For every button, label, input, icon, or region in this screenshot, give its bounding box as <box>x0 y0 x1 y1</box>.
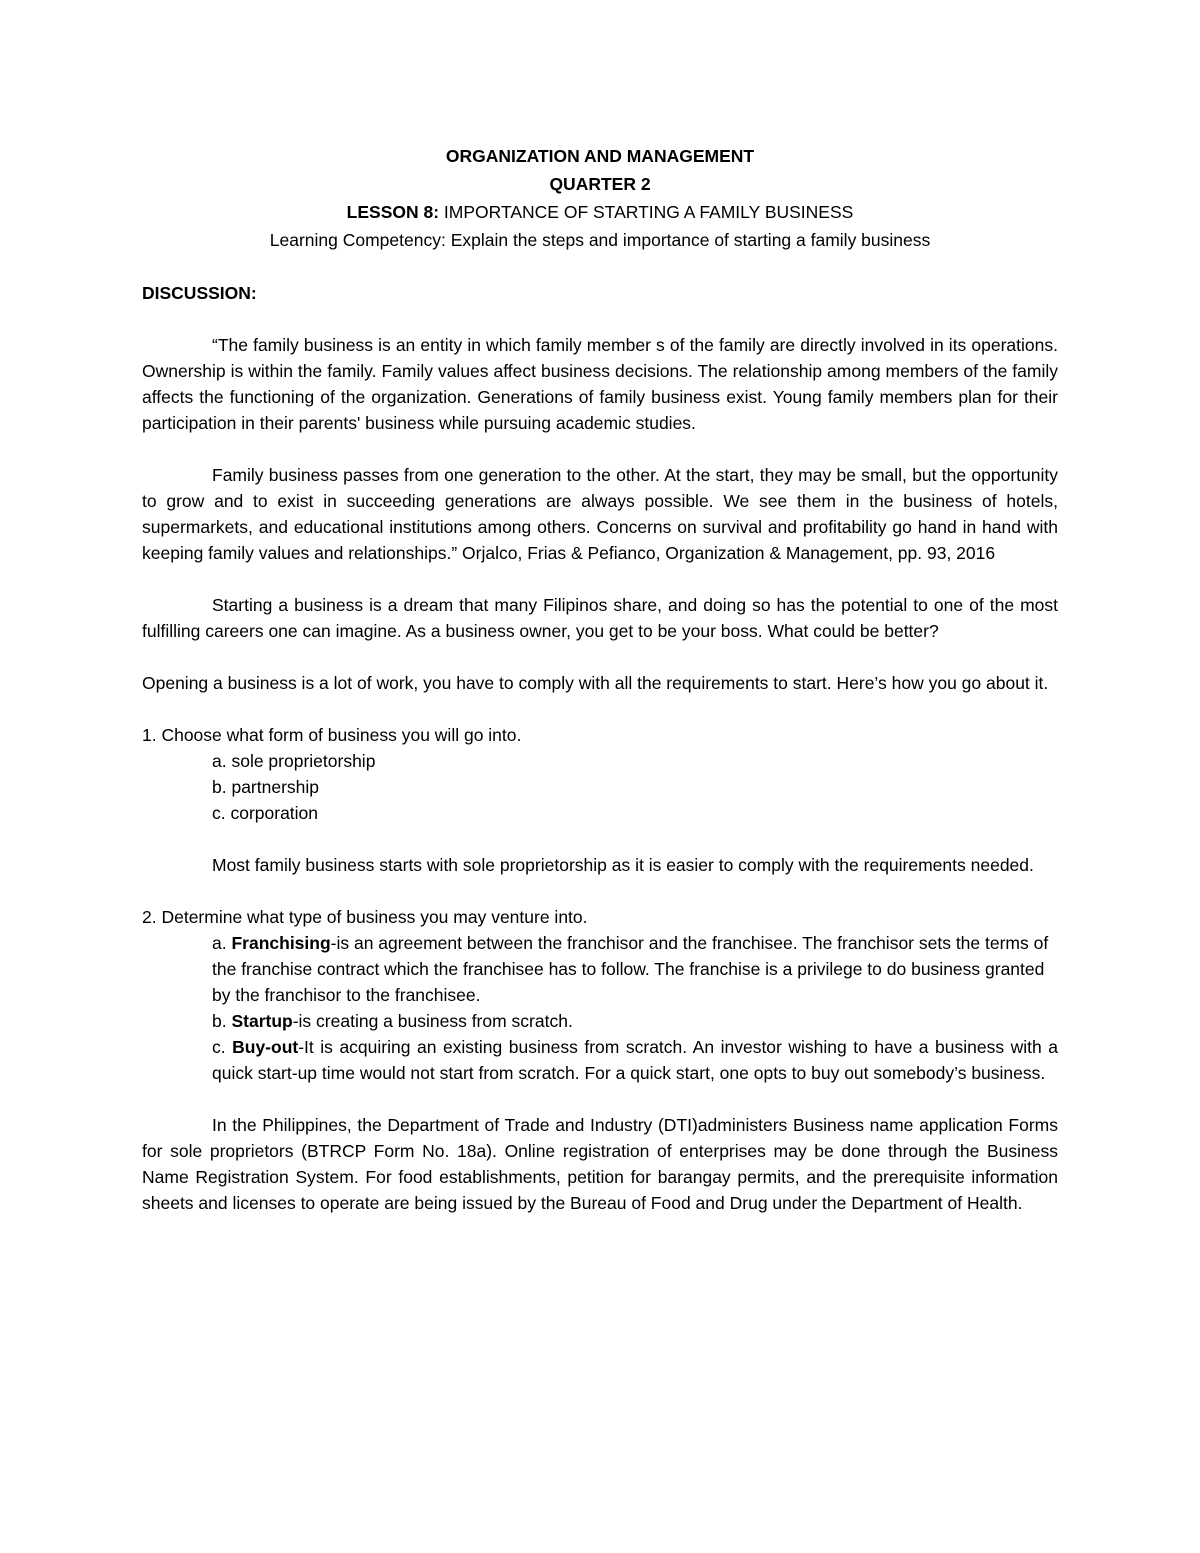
lesson-title: IMPORTANCE OF STARTING A FAMILY BUSINESS <box>439 202 854 222</box>
closing-paragraph: In the Philippines, the Department of Trade and Industry (DTI)administers Business name application Forms for sole proprietors (BTRCP Form No. 18a). Online registration of enterprises may be done through the Business Name Registration System. For food establishments, petition for barangay permits, and the prerequisite information sheets and licenses to operate are being issued by the Bureau of Food and Drug under the Department of Health. <box>142 1115 1058 1213</box>
step-1-option-c: c. corporation <box>212 803 319 823</box>
franchising-term: Franchising <box>231 933 331 953</box>
step-1-note: Most family business starts with sole proprietorship as it is easier to comply with the requirements needed. <box>212 855 1034 875</box>
step-2-item-c-prefix: c. <box>212 1037 233 1057</box>
quarter-label: QUARTER 2 <box>549 174 651 194</box>
step-2-item-b-prefix: b. <box>212 1011 232 1031</box>
step-1-heading: 1. Choose what form of business you will go into. <box>142 725 522 745</box>
lesson-label: LESSON 8: <box>346 202 440 222</box>
step-2-item-a <box>142 930 1058 1008</box>
franchising-definition: -is an agreement between the franchisor and the franchisee. The franchisor sets the terms of the franchise contract which the franchisee has to follow. The franchise is a privilege to do business granted by the franchisor to the franchisee. <box>212 933 1049 1005</box>
step-2-item-c <box>142 1034 1058 1086</box>
startup-definition: -is creating a business from scratch. <box>292 1011 573 1031</box>
step-2-item-b <box>142 1008 1058 1034</box>
discussion-heading: DISCUSSION: <box>142 283 257 303</box>
paragraph-1: “The family business is an entity in which family member s of the family are directly involved in its operations. Ownership is within the family. Family values affect business decisions. The relationship among members of the family affects the functioning of the organization. Generations of family business exist. Young family members plan for their participation in their parents' business while pursuing academic studies. <box>142 335 1058 433</box>
startup-term: Startup <box>231 1011 293 1031</box>
buy-out-definition: -It is acquiring an existing business from scratch. An investor wishing to have a business with a quick start-up time would not start from scratch. For a quick start, one opts to buy out somebody’s business. <box>212 1037 1058 1083</box>
step-1-option-b: b. partnership <box>212 777 320 797</box>
lesson-line <box>142 198 1058 226</box>
step-2-item-a-prefix: a. <box>212 933 232 953</box>
step-1-option-a: a. sole proprietorship <box>212 751 376 771</box>
step-2-heading: 2. Determine what type of business you may venture into. <box>142 907 588 927</box>
learning-competency: Learning Competency: Explain the steps and importance of starting a family business <box>269 230 931 250</box>
document-body <box>142 142 1058 1216</box>
paragraph-4: Opening a business is a lot of work, you have to comply with all the requirements to start. Here’s how you go about it. <box>142 673 1049 693</box>
paragraph-2: Family business passes from one generation to the other. At the start, they may be small, but the opportunity to grow and to exist in succeeding generations are always possible. We see them in the business of hotels, supermarkets, and educational institutions among others. Concerns on survival and profitability go hand in hand with keeping family values and relationships.” Orjalco, Frias & Pefianco, Organization & Management, pp. 93, 2016 <box>142 465 1058 563</box>
paragraph-3: Starting a business is a dream that many Filipinos share, and doing so has the potential to one of the most fulfilling careers one can imagine. As a business owner, you get to be your boss. What could be better? <box>142 595 1058 641</box>
document-title: ORGANIZATION AND MANAGEMENT <box>445 146 755 166</box>
buy-out-term: Buy-out <box>232 1037 299 1057</box>
